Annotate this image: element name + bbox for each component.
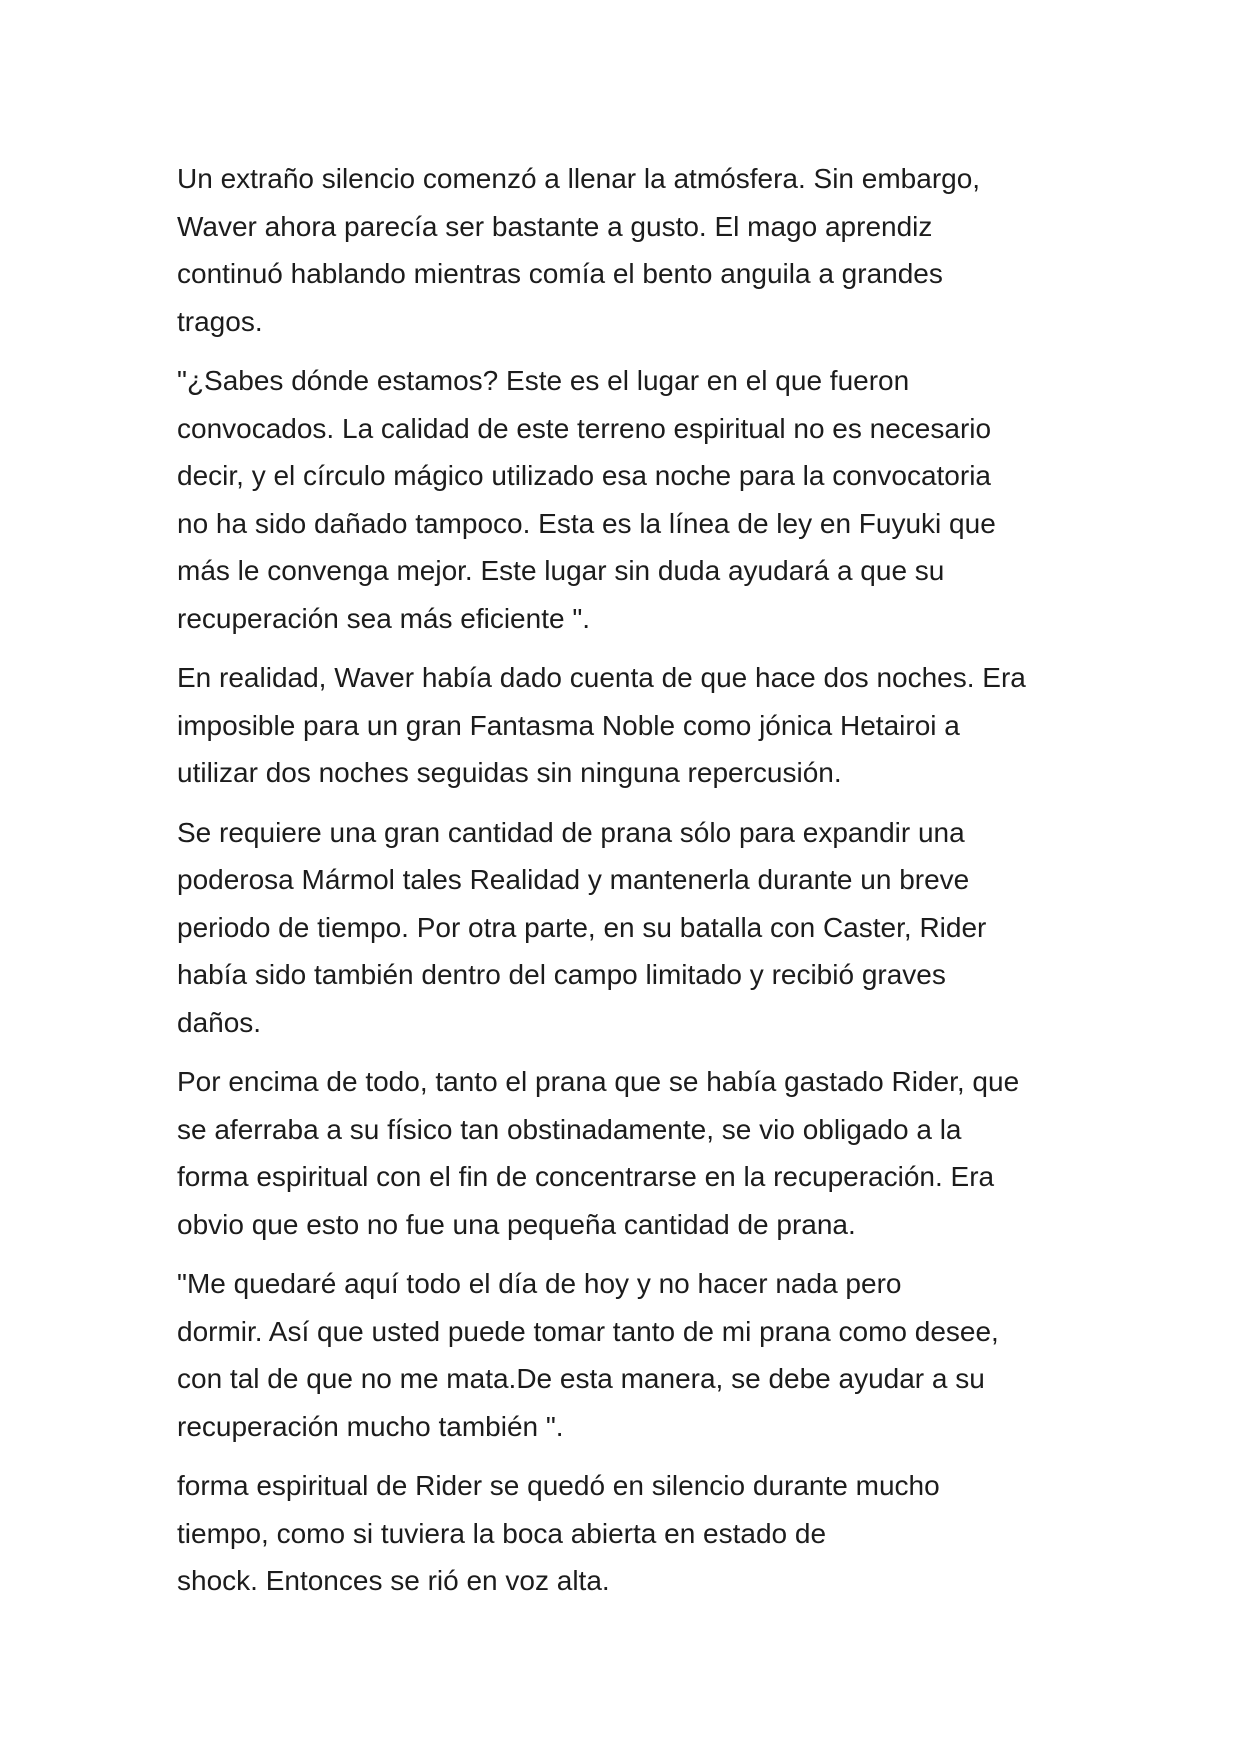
text-line: forma espiritual con el fin de concentrarse en la recuperación. Era — [177, 1161, 995, 1192]
paragraph-2 — [177, 357, 1077, 642]
text-line: con tal de que no me mata.De esta manera, se debe ayudar a su — [177, 1363, 985, 1394]
text-line: Por encima de todo, tanto el prana que se había gastado Rider, que — [177, 1066, 1020, 1097]
text-line: dormir. Así que usted puede tomar tanto de mi prana como desee, — [177, 1315, 999, 1347]
text-line: había sido también dentro del campo limitado y recibió graves — [177, 959, 946, 990]
text-line: forma espiritual de Rider se quedó en silencio durante mucho — [177, 1470, 940, 1501]
text-line: decir, y el círculo mágico utilizado esa noche para la convocatoria — [177, 460, 991, 491]
text-line: tiempo, como si tuviera la boca abierta en estado de — [177, 1517, 827, 1549]
text-line: "¿Sabes dónde estamos? Este es el lugar en el que fueron — [177, 365, 910, 396]
text-line: shock. Entonces se rió en voz alta. — [177, 1565, 610, 1596]
text-line: recuperación sea más eficiente ". — [177, 602, 591, 634]
text-line: continuó hablando mientras comía el bento anguila a grandes — [177, 258, 943, 289]
text-line: obvio que esto no fue una pequeña cantidad de prana. — [177, 1208, 856, 1240]
paragraph-6 — [177, 1260, 1077, 1450]
text-line: tragos. — [177, 305, 263, 337]
text-line: se aferraba a su físico tan obstinadamente, se vio obligado a la — [177, 1113, 962, 1145]
paragraph-3 — [177, 654, 1077, 797]
text-line: poderosa Mármol tales Realidad y mantenerla durante un breve — [177, 864, 970, 895]
text-line: En realidad, Waver había dado cuenta de que hace dos noches. Era — [177, 662, 1026, 693]
text-line: imposible para un gran Fantasma Noble como jónica Hetairoi a — [177, 709, 960, 741]
text-line: convocados. La calidad de este terreno espiritual no es necesario — [177, 412, 992, 444]
body-text — [177, 155, 1077, 1617]
text-line: no ha sido dañado tampoco. Esta es la línea de ley en Fuyuki que — [177, 507, 996, 539]
text-line: "Me quedaré aquí todo el día de hoy y no hacer nada pero — [177, 1268, 902, 1299]
text-line: periodo de tiempo. Por otra parte, en su batalla con Caster, Rider — [177, 911, 987, 943]
paragraph-5 — [177, 1058, 1077, 1248]
text-line: recuperación mucho también ". — [177, 1410, 564, 1442]
text-line: más le convenga mejor. Este lugar sin duda ayudará a que su — [177, 555, 945, 586]
text-line: Waver ahora parecía ser bastante a gusto. El mago aprendiz — [177, 210, 933, 242]
text-line: Un extraño silencio comenzó a llenar la atmósfera. Sin embargo, — [177, 163, 981, 194]
text-line: utilizar dos noches seguidas sin ninguna repercusión. — [177, 757, 842, 788]
text-line: Se requiere una gran cantidad de prana sólo para expandir una — [177, 816, 965, 848]
paragraph-1 — [177, 155, 1077, 345]
text-line: daños. — [177, 1006, 262, 1038]
paragraph-7 — [177, 1462, 1077, 1605]
paragraph-4 — [177, 809, 1077, 1047]
